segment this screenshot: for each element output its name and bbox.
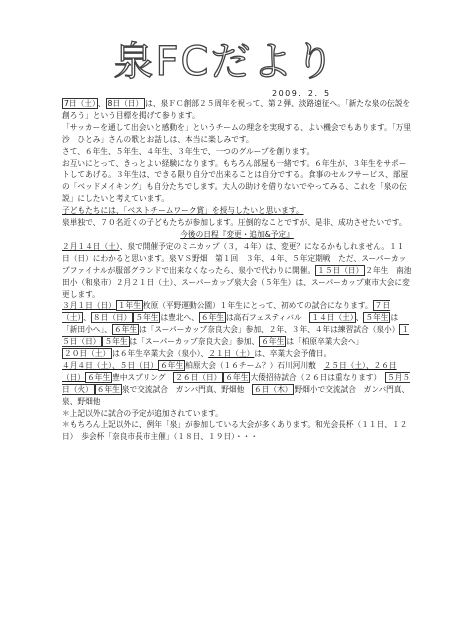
apr4-text: 柏原大会（１６チーム？）石川河川敷	[185, 360, 316, 370]
feb15-text: ２年生 南池田小（和泉市）	[62, 265, 412, 287]
newsletter-title: 泉FCだより	[113, 39, 337, 85]
may6-date: ６日（木）	[254, 384, 293, 394]
mar15-text2: は「柏原卒業大会へ」	[286, 337, 360, 347]
feb21-text: ２月２１日（土）、スーパーカップ泉大会（５年生）は、スーパーカップ東市大会に変更します。	[62, 277, 410, 299]
date-8th: 8日（日）	[107, 99, 144, 108]
mar1-text: 枚原（平野運動公園）１年生にとって、初めての試合になります。	[142, 301, 373, 311]
may6-text: 野畑小で交流試合 ガンバ門真、泉、野畑他	[62, 384, 410, 406]
mar7-text: は豊北へ、	[160, 313, 199, 323]
note-2: ＊もちろん上記以外に、例年「泉」が参加している大会が多くあります。和光会長杯（１１日、１２日） 歩会杯「奈良市長市主催」（１８日、１９日）・・・	[62, 420, 408, 442]
feb14-text: 、泉で開催予定のミニカップ（３，４年）は、変更？になるかもしれません。１１日（日）にわかると思います。泉ＶＳ野畑 第１回 ３年、４年、５年定期戦 ただ、スーパーカップファイナルが服部グランドで出来なくなったら、泉小で代わりに開催。	[62, 241, 407, 275]
intro-paragraph-3: さて、６年生、５年生、４年生、３年生で、一つのグループを創ります。	[62, 146, 315, 156]
mar14-text: は「新田小へ」、	[62, 313, 399, 335]
apr26-text: 大倭招待試合（２６日は重なります）	[250, 372, 378, 382]
mar14-text2: は「スーパーカップ奈良大会」参加、２年、３年、４年は練習試合（泉小）	[139, 325, 400, 335]
mar1-date: ３月１日（日）	[62, 301, 116, 311]
apr25-date: ２５日（土）、２６日（日）	[62, 360, 397, 382]
grade-6-badge-3: ６年生	[261, 337, 285, 347]
grade-6-badge-4: ６年生	[160, 360, 184, 370]
schedule-april	[62, 360, 412, 408]
schedule-heading: 今後の日程『変更・追加&予定』	[180, 229, 294, 239]
date-7th: 7日（土）	[64, 99, 96, 108]
apr26-date: ２６日（日）	[175, 372, 222, 382]
newsletter-body	[62, 98, 412, 443]
may5-text: 泉で交流試合 ガンバ門真、野畑他	[121, 384, 245, 394]
issue-date: 2009．2．5	[272, 89, 331, 98]
mar21-date: ２１日（土）	[208, 349, 255, 359]
may5-date: ５月５日（火）	[62, 372, 411, 394]
mar20-date: ２０日（土）	[64, 349, 111, 359]
grade-5-badge: ５年生	[135, 313, 159, 323]
note-1: ＊上記以外に試合の予定が追加されています。	[62, 408, 223, 418]
grade-6-badge: ６年生	[200, 313, 224, 323]
apr25-text: 豊中スプリング	[112, 372, 166, 382]
grade-6-badge-7: ６年生	[96, 384, 120, 394]
grade-6-badge-6: ６年生	[225, 372, 249, 382]
mar7-text2: は高石フェスティバル	[225, 313, 302, 323]
mar21-text: は、卒業大会予備日。	[254, 349, 332, 359]
grade-6-badge-5: ６年生	[87, 372, 111, 382]
grade-5-badge-3: ５年生	[104, 337, 128, 347]
mar15-date: １５日（日）	[62, 325, 410, 347]
intro-paragraph-5: 子どもたちには、「ベストチームワーク賞」を授与したいと思います。	[62, 206, 304, 216]
mar15-text: は「スーパーカップ奈良大会」参加、	[129, 337, 260, 347]
intro-paragraph-1: 7日（土） 、 8日（日） は、泉ＦＣ創部２５周年を祝って、第２弾、淡路遠征へ。「新たな泉の伝説を創ろう」という目標を掲げて参ります。	[62, 99, 411, 120]
schedule-march: ３月１日（日） １年生 枚原（平野運動公園）１年生にとって、初めての試合になります。 ７日（土） 、 ８日（日） ５年生 は豊北へ、 ６年生 は高石フェスティバル １４日（土） 、 ５年生 は「新田小へ」、 ６年生 は「スーパーカップ奈良大会」参加、２年、３年、４年は練習試合（泉小） １５日（日） ５年生 は「スーパーカップ奈良大会」参加、 ６年生 は「柏原卒業大会へ」 ２０日（土） は６年生卒業大会（泉小）、２１日（土）は、卒業大会予備日。	[62, 301, 410, 359]
grade-6-badge-2: ６年生	[113, 325, 138, 335]
mar7-date: ７日（土）	[62, 301, 391, 323]
grade-1-badge: １年生	[117, 301, 141, 311]
intro-paragraph-2: 「サッカーを通して出会いと感動を」というチームの理念を実現する、よい機会でもあります。「万里沙 ひとみ」さんの歌とお話しは、本当に楽しみです。	[62, 122, 412, 144]
feb15-date: １５日（日）	[317, 265, 364, 275]
intro-paragraph-6: 泉単独で、７０名近くの子どもたちが参加します。圧倒的なことですが、是非、成功させたいです。	[62, 218, 407, 228]
apr4-date: ４月４日（土）、５日（日）	[62, 360, 159, 370]
mar20-text: は６年生卒業大会（泉小）、	[112, 349, 209, 359]
schedule-feb14	[62, 241, 412, 301]
grade-5-badge-2: ５年生	[365, 313, 389, 323]
mar8-date: ８日（日）	[92, 313, 132, 323]
mar14-date: １４日（土）	[311, 313, 354, 323]
intro-text-1: は、泉ＦＣ創部２５周年を祝って、第２弾、淡路遠征へ。「新たな泉の伝説を創ろう」という目標を掲げて参ります。	[62, 99, 411, 120]
intro-paragraph-4: お互いにとって、きっとよい経験になります。もちろん部屋も一緒です。６年生が、３年生をサポートしてあげる。３年生は、できる限り自分で出来ることは自分でする。食事のセルフサービス、部屋の「ベッドメイキング」も自分たちでします。大人の助けを借りないでやってみる、これを「泉の伝説」にしたいと考えています。	[62, 158, 409, 204]
feb14-date: ２月１４日（土）	[62, 241, 120, 251]
